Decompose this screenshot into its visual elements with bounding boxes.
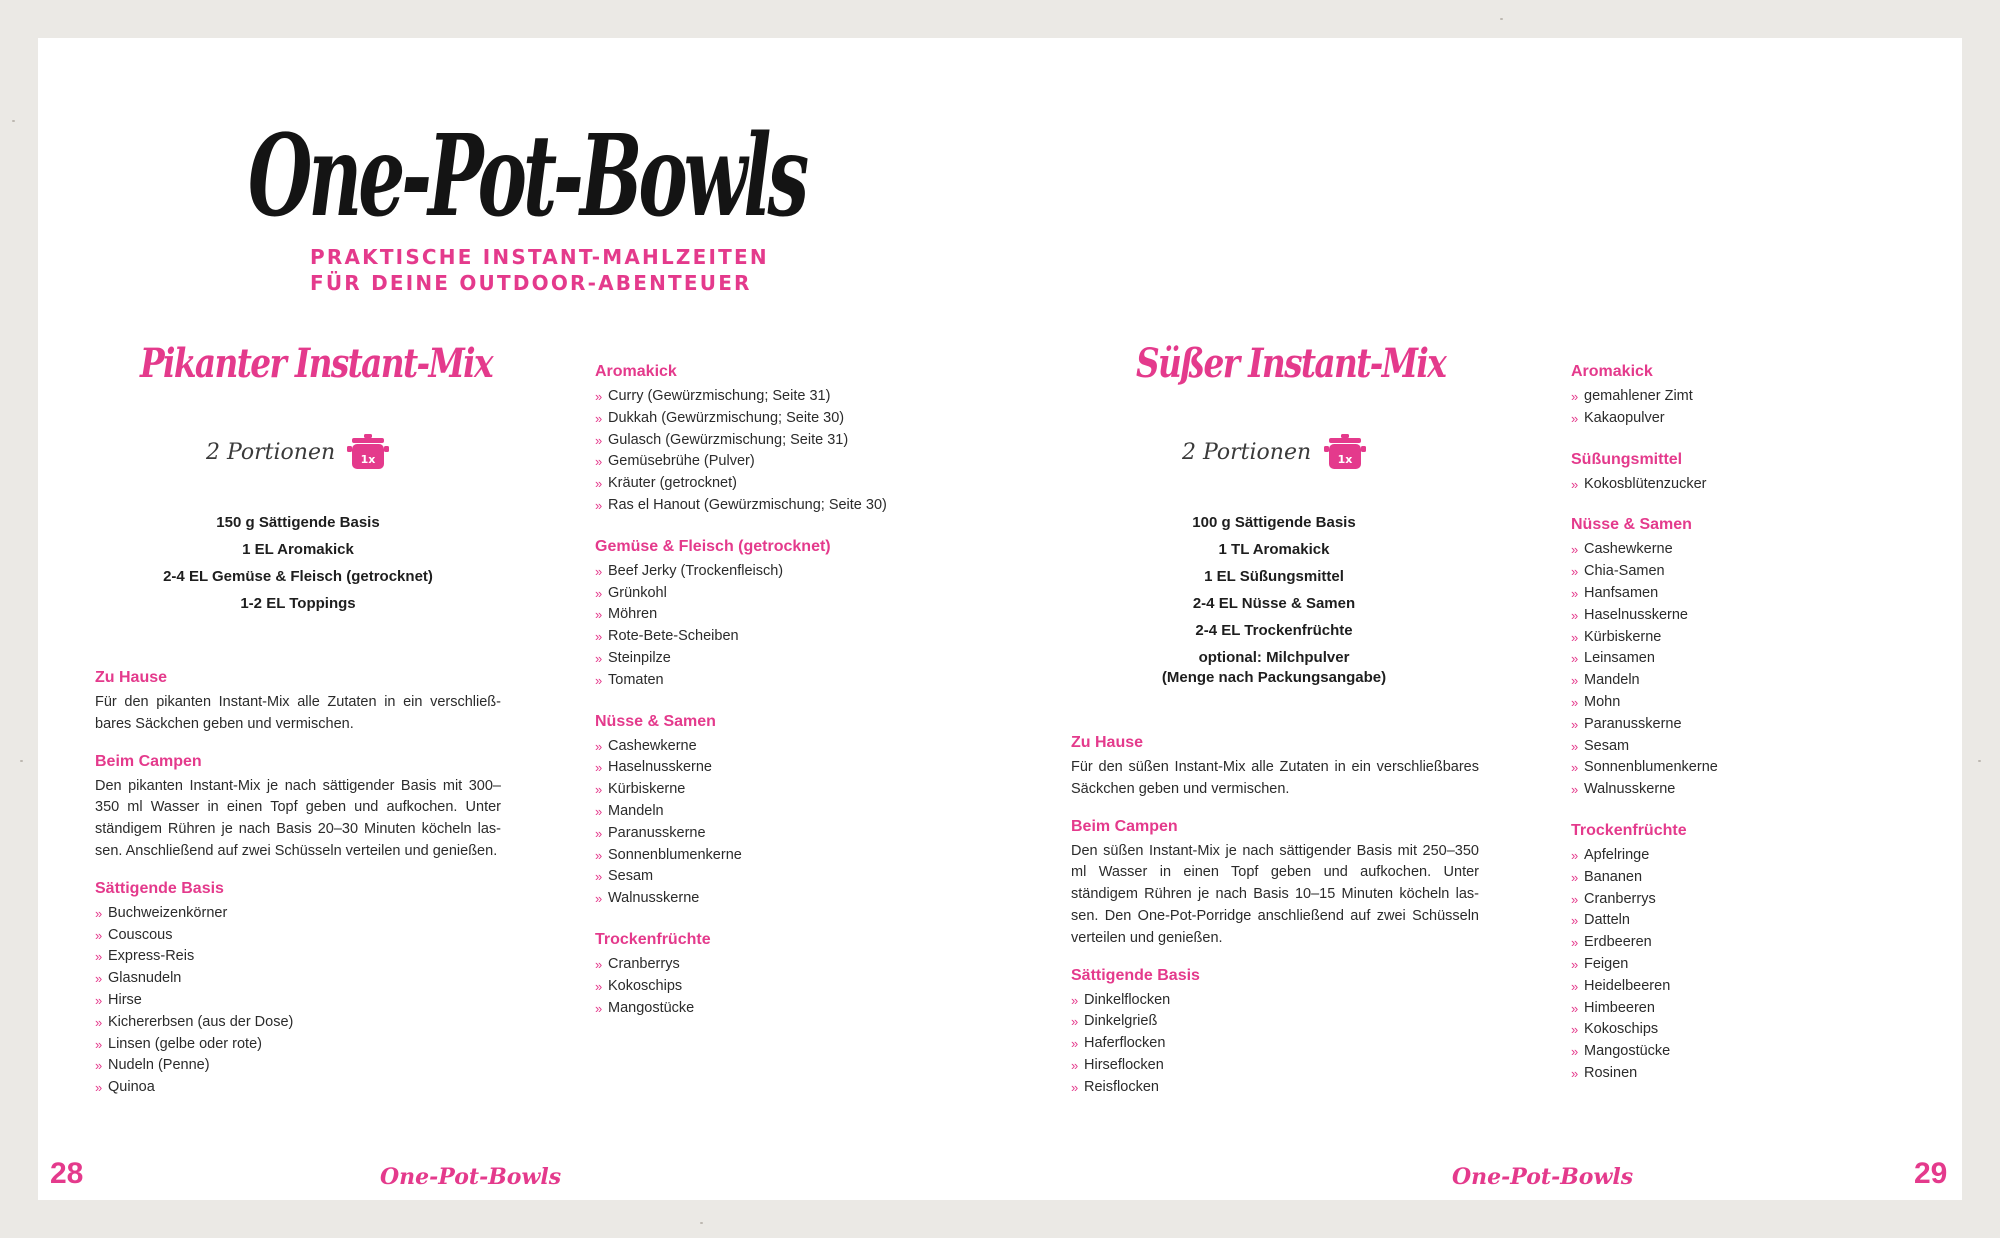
page-number-right: 29 <box>1914 1157 1948 1190</box>
instruction-text: Für den pikanten Instant-Mix alle Zutaten in ein verschließ- bares Säckchen geben und vermischen. <box>95 694 501 732</box>
section-heading: Zu Hause <box>95 669 168 686</box>
ingredient-list <box>595 736 925 910</box>
svg-text:1x: 1x <box>1337 453 1353 466</box>
list-item: » Kürbiskerne <box>1571 627 1871 649</box>
list-item: » Kichererbsen (aus der Dose) <box>95 1012 501 1034</box>
list-item: » Cranberrys <box>1571 889 1871 911</box>
list-item: » Nudeln (Penne) <box>95 1055 501 1077</box>
right-mix-title: Süßer Instant-Mix <box>1136 340 1446 387</box>
recipe-line: 1-2 EL Toppings <box>240 595 356 612</box>
list-item: » Kokoschips <box>1571 1019 1871 1041</box>
book-title: One-Pot-Bowls <box>248 111 806 242</box>
list-item: » Dinkelflocken <box>1071 990 1479 1012</box>
recipe-line: 2-4 EL Gemüse & Fleisch (getrocknet) <box>163 568 433 585</box>
list-item: » Cranberrys <box>595 954 925 976</box>
section-heading: Zu Hause <box>1071 734 1144 751</box>
ingredient-list <box>1571 386 1871 430</box>
section-heading: Trockenfrüchte <box>595 930 711 948</box>
section-heading: Nüsse & Samen <box>1571 516 1692 534</box>
list-item: » Glasnudeln <box>95 968 501 990</box>
right-col-1 <box>1071 733 1479 1119</box>
instruction-text: Den pikanten Instant-Mix je nach sättigender Basis mit 300–350 ml Wasser in einen Topf geben und aufkochen. Unter ständigem Rühren je nach Basis 20–30 Minuten köcheln las- sen. Anschließend auf zwei Schüsseln verteilen und genießen. <box>95 777 501 859</box>
book-subtitle: PRAKTISCHE INSTANT-MAHLZEITEN FÜR DEINE OUTDOOR-ABENTEUER <box>310 245 769 295</box>
list-item: » Steinpilze <box>595 648 925 670</box>
paper-speck <box>1978 760 1981 762</box>
svg-text:1x: 1x <box>360 453 376 466</box>
running-footer-left: One-Pot-Bowls <box>380 1164 562 1190</box>
list-item: » Haselnusskerne <box>595 757 925 779</box>
recipe-line: 2-4 EL Trockenfrüchte <box>1195 622 1353 639</box>
list-item: » Mangostücke <box>1571 1041 1871 1063</box>
list-item: » Cashewkerne <box>595 736 925 758</box>
ingredient-list <box>595 954 925 1019</box>
section-heading: Trockenfrüchte <box>1571 821 1687 839</box>
list-item: » Quinoa <box>95 1077 501 1099</box>
section-heading: Sättigende Basis <box>1071 966 1200 984</box>
recipe-line: 100 g Sättigende Basis <box>1192 514 1356 531</box>
running-footer-right: One-Pot-Bowls <box>1452 1164 1634 1190</box>
list-item: » Mandeln <box>1571 670 1871 692</box>
list-item: » Rosinen <box>1571 1063 1871 1085</box>
ingredient-list <box>1571 474 1871 496</box>
list-item: » Erdbeeren <box>1571 932 1871 954</box>
list-item: » Hirse <box>95 990 501 1012</box>
cooking-pot-icon <box>1324 434 1366 470</box>
instruction-text: Für den süßen Instant-Mix alle Zutaten in ein verschließbares Säckchen geben und vermischen. <box>1071 759 1479 797</box>
list-item: » Mangostücke <box>595 998 925 1020</box>
list-item: » Kräuter (getrocknet) <box>595 473 925 495</box>
list-item: » Kokosblütenzucker <box>1571 474 1871 496</box>
list-item: » Walnusskerne <box>1571 779 1871 801</box>
recipe-line: 1 EL Süßungsmittel <box>1204 568 1344 585</box>
list-item: » Walnusskerne <box>595 888 925 910</box>
section-heading: Beim Campen <box>95 752 202 770</box>
cooking-pot-icon <box>347 434 389 470</box>
list-item: » Curry (Gewürzmischung; Seite 31) <box>595 386 925 408</box>
paper-speck <box>700 1222 703 1224</box>
ingredient-list <box>1571 845 1871 1085</box>
list-item: » Leinsamen <box>1571 648 1871 670</box>
left-portions: 2 Portionen <box>206 440 336 465</box>
section-heading: Beim Campen <box>1071 817 1178 835</box>
recipe-line: 2-4 EL Nüsse & Samen <box>1192 595 1356 612</box>
list-item: » Kürbiskerne <box>595 779 925 801</box>
list-item: » gemahlener Zimt <box>1571 386 1871 408</box>
list-item: » Ras el Hanout (Gewürzmischung; Seite 30) <box>595 495 925 517</box>
ingredient-list <box>595 561 925 692</box>
instruction-text: Den süßen Instant-Mix je nach sättigender Basis mit 250–350 ml Wasser in einen Topf geben und aufkochen. Unter ständigem Rühren je nach Basis 10–15 Minuten köcheln las- sen. Den One-Pot-Porridge anschließend auf zwei Schüsseln verteilen und genießen. <box>1071 842 1479 946</box>
right-recipe <box>1094 514 1454 686</box>
list-item: » Haselnusskerne <box>1571 605 1871 627</box>
list-item: » Heidelbeeren <box>1571 976 1871 998</box>
recipe-line: 1 TL Aromakick <box>1218 541 1330 558</box>
list-item: » Gemüsebrühe (Pulver) <box>595 451 925 473</box>
list-item: » Hirseflocken <box>1071 1055 1479 1077</box>
list-item: » Kakaopulver <box>1571 408 1871 430</box>
list-item: » Paranusskerne <box>1571 714 1871 736</box>
right-col-2 <box>1571 362 1871 1105</box>
list-item: » Sesam <box>595 866 925 888</box>
list-item: » Tomaten <box>595 670 925 692</box>
list-item: » Buchweizenkörner <box>95 903 501 925</box>
left-recipe <box>120 514 476 622</box>
left-mix-title: Pikanter Instant-Mix <box>140 340 492 387</box>
list-item: » Dukkah (Gewürzmischung; Seite 30) <box>595 408 925 430</box>
list-item: » Sonnenblumenkerne <box>1571 757 1871 779</box>
list-item: » Hanfsamen <box>1571 583 1871 605</box>
list-item: » Grünkohl <box>595 583 925 605</box>
section-heading: Süßungsmittel <box>1571 450 1683 468</box>
ingredient-list <box>95 903 501 1099</box>
list-item: » Couscous <box>95 925 501 947</box>
paper-speck <box>20 760 23 762</box>
left-col-1 <box>95 668 501 1119</box>
list-item: » Chia-Samen <box>1571 561 1871 583</box>
right-portions: 2 Portionen <box>1182 440 1312 465</box>
ingredient-list <box>1571 539 1871 801</box>
list-item: » Reisflocken <box>1071 1077 1479 1099</box>
list-item: » Mandeln <box>595 801 925 823</box>
list-item: » Apfelringe <box>1571 845 1871 867</box>
recipe-line: (Menge nach Packungsangabe) <box>1161 669 1387 686</box>
paper-speck <box>1500 18 1503 20</box>
page-number-left: 28 <box>50 1157 84 1190</box>
section-heading: Aromakick <box>1571 363 1653 380</box>
list-item: » Rote-Bete-Scheiben <box>595 626 925 648</box>
recipe-line: 1 EL Aromakick <box>242 541 354 558</box>
list-item: » Gulasch (Gewürzmischung; Seite 31) <box>595 430 925 452</box>
recipe-line: optional: Milchpulver <box>1198 649 1350 666</box>
list-item: » Möhren <box>595 604 925 626</box>
list-item: » Sesam <box>1571 736 1871 758</box>
list-item: » Kokoschips <box>595 976 925 998</box>
list-item: » Haferflocken <box>1071 1033 1479 1055</box>
section-heading: Sättigende Basis <box>95 879 224 897</box>
list-item: » Paranusskerne <box>595 823 925 845</box>
section-heading: Aromakick <box>595 363 677 380</box>
ingredient-list <box>1071 990 1479 1099</box>
list-item: » Sonnenblumenkerne <box>595 845 925 867</box>
list-item: » Feigen <box>1571 954 1871 976</box>
list-item: » Beef Jerky (Trockenfleisch) <box>595 561 925 583</box>
paper-speck <box>12 120 15 122</box>
recipe-line: 150 g Sättigende Basis <box>216 514 380 531</box>
left-col-2 <box>595 362 925 1039</box>
list-item: » Himbeeren <box>1571 998 1871 1020</box>
list-item: » Datteln <box>1571 910 1871 932</box>
list-item: » Linsen (gelbe oder rote) <box>95 1034 501 1056</box>
list-item: » Dinkelgrieß <box>1071 1011 1479 1033</box>
list-item: » Cashewkerne <box>1571 539 1871 561</box>
list-item: » Express-Reis <box>95 946 501 968</box>
section-heading: Gemüse & Fleisch (getrocknet) <box>595 537 831 555</box>
section-heading: Nüsse & Samen <box>595 712 716 730</box>
list-item: » Mohn <box>1571 692 1871 714</box>
list-item: » Bananen <box>1571 867 1871 889</box>
ingredient-list <box>595 386 925 517</box>
